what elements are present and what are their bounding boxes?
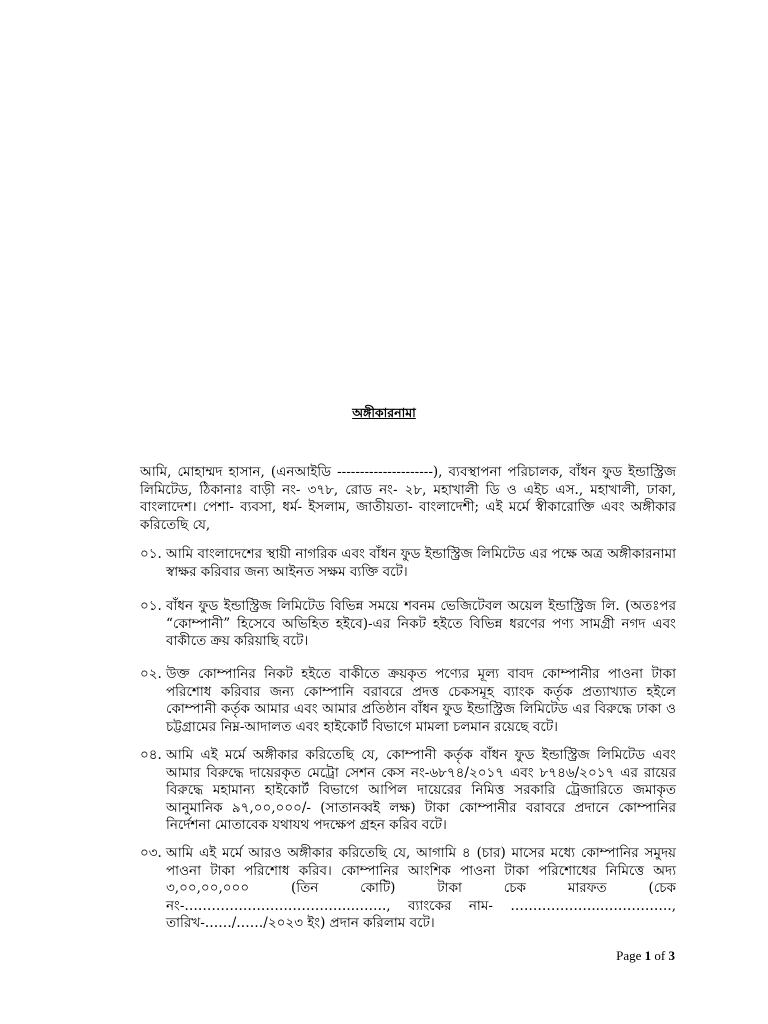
document-title: অঙ্গীকারনামা bbox=[352, 405, 416, 420]
page-of: of bbox=[654, 948, 666, 963]
list-item bbox=[140, 747, 676, 835]
list-item bbox=[140, 845, 676, 933]
item-number: ০৩. bbox=[140, 845, 162, 861]
item-text: আমি বাংলাদেশের স্থায়ী নাগরিক এবং বাঁধন ফুড ইন্ডাস্ট্রিজ লিমিটেড এর পক্ষে অত্র অঙ্গীকারনামা স্বাক্ষর করিবার জন্য আইনত সক্ষম ব্যক্তি বটে। bbox=[166, 546, 676, 580]
page-label: Page bbox=[616, 948, 642, 963]
item-text: বাঁধন ফুড ইন্ডাস্ট্রিজ লিমিটেড বিভিন্ন সময়ে শবনম ভেজিটেবল অয়েল ইন্ডাস্ট্রিজ লি. (অতঃপর “কোম্পানী” হিসেবে অভিহিত হইবে)-এর নিকট হইতে বিভিন্ন ধরণের পণ্য সামগ্রী নগদ এবং বাকীতে ক্রয় করিয়াছি বটে। bbox=[166, 598, 676, 649]
current-page: 1 bbox=[644, 948, 652, 963]
list-item bbox=[140, 598, 676, 651]
item-text: উক্ত কোম্পানির নিকট হইতে বাকীতে ক্রয়কৃত পণ্যের মূল্য বাবদ কোম্পানীর পাওনা টাকা পরিশোধ করিবার জন্য কোম্পানি বরাবরে প্রদত্ত চেকসমূহ ব্যাংক কর্তৃক প্রত্যাখ্যাত হইলে কোম্পানী কর্তৃক আমার এবং আমার প্রতিষ্ঠান বাঁধন ফুড ইন্ডাস্ট্রিজ লিমিটেড এর বিরুদ্ধে ঢাকা ও চট্টগ্রামের নিম্ন-আদালত এবং হাইকোর্ট বিভাগে মামলা চলমান রয়েছে বটে। bbox=[166, 666, 676, 735]
total-pages: 3 bbox=[668, 948, 675, 963]
item-text: আমি এই মর্মে আরও অঙ্গীকার করিতেছি যে, আগামি ৪ (চার) মাসের মধ্যে কোম্পানির সমুদয় পাওনা টাকা পরিশোধ করিব। কোম্পানির আংশিক পাওনা টাকা পরিশোধের নিমিত্তে অদ্য ৩,০০,০০,০০০ (তিন কোটি) টাকা চেক মারফত (চেক নং-………………………………..……., ব্যাংকের নাম- ………………..……………., তারিখ-……/……/২০২৩ ইং) প্রদান করিলাম বটে। bbox=[166, 845, 676, 931]
item-text: আমি এই মর্মে অঙ্গীকার করিতেছি যে, কোম্পানী কর্তৃক বাঁধন ফুড ইন্ডাস্ট্রিজ লিমিটেড এবং আমার বিরুদ্ধে দায়েরকৃত মেট্রো সেশন কেস নং-৬৮৭৪/২০১৭ এবং ৮৭৪৬/২০১৭ এর রায়ের বিরুদ্ধে মহামান্য হাইকোর্ট বিভাগে আপিল দায়েরের নিমিত্ত সরকারি ট্রেজারিতে জমাকৃত আনুমানিক ৯৭,০০,০০০/- (সাতানব্বই লক্ষ) টাকা কোম্পানীর বরাবরে প্রদানে কোম্পানির নির্দেশনা মোতাবেক যথাযথ পদক্ষেপ গ্রহন করিব বটে। bbox=[166, 747, 676, 833]
list-item bbox=[140, 666, 676, 736]
item-number: ০১. bbox=[140, 546, 162, 562]
item-number: ০২. bbox=[140, 666, 162, 682]
intro-paragraph: আমি, মোহাম্মদ হাসান, (এনআইডি ---------------------), ব্যবস্থাপনা পরিচালক, বাঁধন ফুড ইন্ডাস্ট্রিজ লিমিটেড, ঠিকানাঃ বাড়ী নং- ৩৭৮, রোড নং- ২৮, মহাখালী ডি ও এইচ এস., মহাখালী, ঢাকা, বাংলাদেশ। পেশা- ব্যবসা, ধর্ম- ইসলাম, জাতীয়তা- বাংলাদেশী; এই মর্মে স্বীকারোক্তি এবং অঙ্গীকার করিতেছি যে, bbox=[140, 464, 676, 533]
item-number: ০১. bbox=[140, 598, 162, 614]
item-number: ০৪. bbox=[140, 747, 162, 763]
page-number bbox=[616, 948, 675, 964]
list-item bbox=[140, 546, 676, 581]
